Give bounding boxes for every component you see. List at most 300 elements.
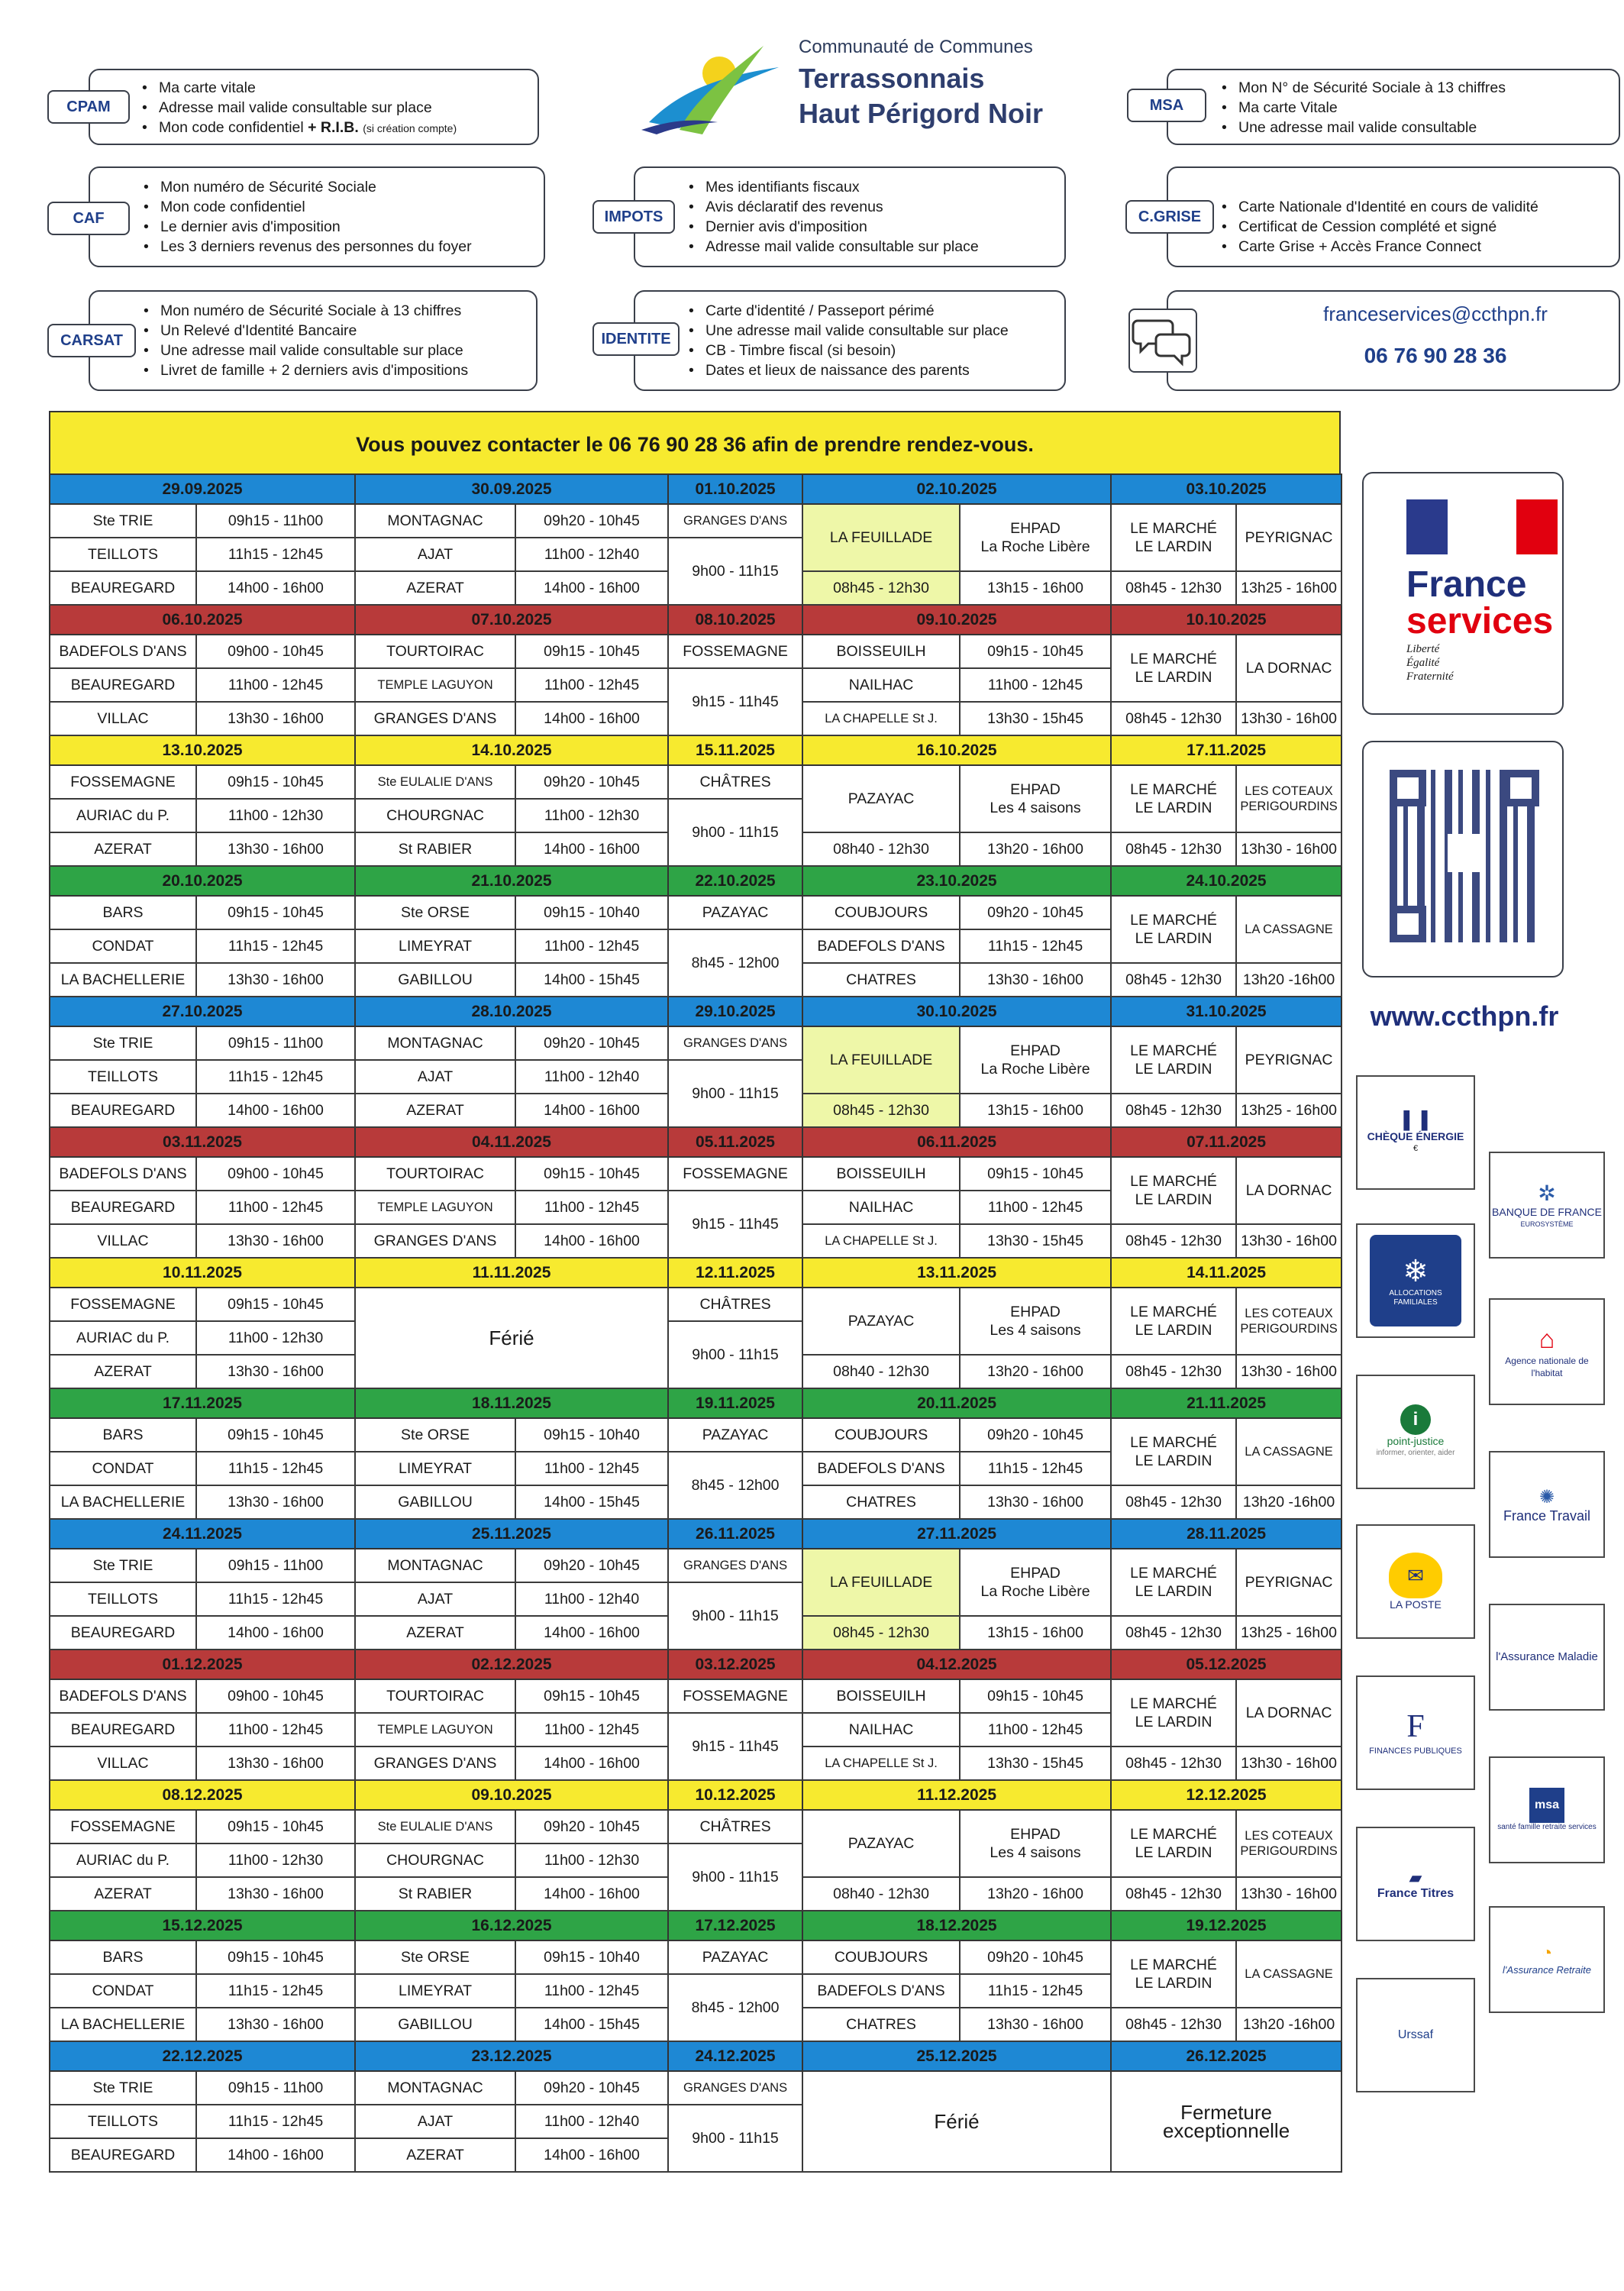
time-cell: 09h15 - 10h45: [515, 1157, 668, 1191]
place-cell: LE MARCHÉ LE LARDIN: [1111, 1418, 1236, 1485]
time-cell: 11h15 - 12h45: [196, 1582, 355, 1616]
time-cell: 11h00 - 12h40: [515, 2105, 668, 2138]
time-cell: 09h15 - 10h45: [515, 635, 668, 668]
urssaf-logo: [1356, 1978, 1475, 2092]
time-cell: 11h00 - 12h30: [196, 799, 355, 832]
week-header-row: [50, 735, 1341, 765]
france-travail-logo: [1489, 1451, 1605, 1558]
time-cell: 09h00 - 10h45: [196, 1679, 355, 1713]
place-cell: GRANGES D'ANS: [355, 1224, 515, 1258]
time-cell: 13h20 -16h00: [1236, 2008, 1341, 2041]
date-header: 07.10.2025: [355, 605, 668, 635]
place-cell: TOURTOIRAC: [355, 635, 515, 668]
time-cell: 09h15 - 11h00: [196, 1026, 355, 1060]
date-header: 09.10.2025: [355, 1780, 668, 1810]
closure-cell: Fermeture exceptionnelle: [1111, 2071, 1341, 2172]
date-header: 06.11.2025: [802, 1127, 1111, 1157]
time-cell: 09h00 - 10h45: [196, 1157, 355, 1191]
date-header: 20.10.2025: [50, 866, 355, 896]
time-cell: 11h15 - 12h45: [960, 929, 1111, 963]
time-cell: 13h30 - 16h00: [1236, 1355, 1341, 1388]
point-justice-label: point-justice: [1387, 1435, 1445, 1447]
date-header: 09.10.2025: [802, 605, 1111, 635]
place-cell: GRANGES D'ANS: [668, 1026, 802, 1060]
place-cell: CONDAT: [50, 929, 196, 963]
schedule-table: [49, 473, 1342, 2173]
time-cell: 09h15 - 11h00: [196, 2071, 355, 2105]
place-cell: PEYRIGNAC: [1236, 504, 1341, 571]
time-cell: 08h45 - 12h30: [1111, 1224, 1236, 1258]
place-cell: Ste ORSE: [355, 1940, 515, 1974]
place-cell: Ste TRIE: [50, 2071, 196, 2105]
identite-item: • Dates et lieux de naissance des parents: [689, 360, 1009, 380]
date-header: 28.10.2025: [355, 997, 668, 1026]
time-cell: 09h20 - 10h45: [960, 1940, 1111, 1974]
time-cell: 13h30 - 16h00: [196, 1485, 355, 1519]
brand-line1: Communauté de Communes: [799, 37, 1033, 57]
time-cell: 14h00 - 15h45: [515, 963, 668, 997]
date-header: 13.11.2025: [802, 1258, 1111, 1288]
date-header: 14.10.2025: [355, 735, 668, 765]
date-header: 22.12.2025: [50, 2041, 355, 2071]
date-header: 11.11.2025: [355, 1258, 668, 1288]
france-services-card: [1362, 472, 1564, 715]
assurance-maladie-label: l'Assurance Maladie: [1496, 1650, 1598, 1663]
time-cell: 13h30 - 16h00: [196, 1877, 355, 1911]
schedule-row: [50, 765, 1341, 799]
date-header: 05.12.2025: [1111, 1650, 1341, 1679]
time-cell: 09h20 - 10h45: [515, 765, 668, 799]
place-cell: BARS: [50, 896, 196, 929]
time-cell: 13h30 - 15h45: [960, 702, 1111, 735]
place-cell: LA BACHELLERIE: [50, 963, 196, 997]
time-cell: 11h00 - 12h40: [515, 538, 668, 571]
place-cell: CHOURGNAC: [355, 799, 515, 832]
place-cell: PAZAYAC: [668, 896, 802, 929]
place-cell: PAZAYAC: [802, 765, 960, 832]
identite-item: • CB - Timbre fiscal (si besoin): [689, 341, 1009, 360]
time-cell: 13h20 -16h00: [1236, 963, 1341, 997]
date-header: 10.12.2025: [668, 1780, 802, 1810]
place-cell: TEILLOTS: [50, 1060, 196, 1094]
time-cell: 9h00 - 11h15: [668, 1321, 802, 1388]
time-cell: 9h00 - 11h15: [668, 538, 802, 605]
time-cell: 11h00 - 12h45: [515, 1452, 668, 1485]
week-header-row: [50, 1127, 1341, 1157]
place-cell: GABILLOU: [355, 1485, 515, 1519]
time-cell: 13h30 - 16h00: [196, 2008, 355, 2041]
place-cell: Ste TRIE: [50, 504, 196, 538]
france-titres-label: France Titres: [1377, 1887, 1454, 1900]
place-cell: EHPAD La Roche Libère: [960, 504, 1111, 571]
place-cell: BEAUREGARD: [50, 571, 196, 605]
carsat-tag: CARSAT: [47, 324, 136, 357]
ccthpn-logo-icon: [634, 38, 786, 137]
place-cell: TOURTOIRAC: [355, 1679, 515, 1713]
impots-box: [634, 166, 1066, 267]
place-cell: BADEFOLS D'ANS: [802, 1452, 960, 1485]
impots-tag: IMPOTS: [592, 200, 675, 234]
date-header: 01.10.2025: [668, 474, 802, 504]
time-cell: 08h45 - 12h30: [1111, 1877, 1236, 1911]
identite-tag: IDENTITE: [592, 322, 680, 356]
place-cell: COUBJOURS: [802, 1940, 960, 1974]
time-cell: 09h15 - 10h45: [196, 1418, 355, 1452]
time-cell: 09h20 - 10h45: [515, 1549, 668, 1582]
time-cell: 11h00 - 12h40: [515, 1060, 668, 1094]
time-cell: 9h00 - 11h15: [668, 1843, 802, 1911]
schedule-row: [50, 635, 1341, 668]
time-cell: 11h15 - 12h45: [196, 929, 355, 963]
week-header-row: [50, 997, 1341, 1026]
place-cell: FOSSEMAGNE: [668, 1679, 802, 1713]
impots-item: • Adresse mail valide consultable sur place: [689, 237, 979, 257]
place-cell: LE MARCHÉ LE LARDIN: [1111, 896, 1236, 963]
time-cell: 08h45 - 12h30: [1111, 702, 1236, 735]
place-cell: LA BACHELLERIE: [50, 2008, 196, 2041]
place-cell: AURIAC du P.: [50, 799, 196, 832]
time-cell: 11h15 - 12h45: [196, 1060, 355, 1094]
caf-box: [89, 166, 545, 267]
time-cell: 13h30 - 15h45: [960, 1224, 1111, 1258]
time-cell: 13h30 - 16h00: [960, 1485, 1111, 1519]
la-poste-logo: [1356, 1524, 1475, 1639]
time-cell: 9h15 - 11h45: [668, 668, 802, 735]
date-header: 30.10.2025: [802, 997, 1111, 1026]
time-cell: 11h15 - 12h45: [960, 1974, 1111, 2008]
time-cell: 14h00 - 16h00: [196, 1094, 355, 1127]
time-cell: 8h45 - 12h00: [668, 1452, 802, 1519]
date-header: 28.11.2025: [1111, 1519, 1341, 1549]
place-cell: BEAUREGARD: [50, 668, 196, 702]
date-header: 26.12.2025: [1111, 2041, 1341, 2071]
place-cell: LE MARCHÉ LE LARDIN: [1111, 1810, 1236, 1877]
time-cell: 13h15 - 16h00: [960, 1094, 1111, 1127]
time-cell: 09h15 - 11h00: [196, 1549, 355, 1582]
time-cell: 09h15 - 10h45: [196, 1288, 355, 1321]
place-cell: LA FEUILLADE: [802, 1549, 960, 1616]
anah-label: Agence nationale de l'habitat: [1505, 1355, 1589, 1378]
place-cell: LE MARCHÉ LE LARDIN: [1111, 1288, 1236, 1355]
time-cell: 11h00 - 12h45: [960, 668, 1111, 702]
place-cell: FOSSEMAGNE: [50, 1288, 196, 1321]
place-cell: FOSSEMAGNE: [50, 765, 196, 799]
time-cell: 13h30 - 16h00: [1236, 1747, 1341, 1780]
place-cell: Ste ORSE: [355, 896, 515, 929]
place-cell: LES COTEAUX PERIGOURDINS: [1236, 765, 1341, 832]
msa-tag: MSA: [1127, 89, 1206, 122]
place-cell: TEILLOTS: [50, 2105, 196, 2138]
schedule-row: [50, 1157, 1341, 1191]
cpam-box: [89, 69, 539, 145]
schedule-row: [50, 2071, 1341, 2105]
brand-line2: Terrassonnais: [799, 63, 985, 94]
time-cell: 08h45 - 12h30: [1111, 1747, 1236, 1780]
schedule-row: [50, 896, 1341, 929]
time-cell: 13h30 - 16h00: [1236, 1877, 1341, 1911]
time-cell: 14h00 - 15h45: [515, 2008, 668, 2041]
time-cell: 11h00 - 12h45: [960, 1191, 1111, 1224]
place-cell: MONTAGNAC: [355, 1026, 515, 1060]
date-header: 03.11.2025: [50, 1127, 355, 1157]
place-cell: BARS: [50, 1940, 196, 1974]
place-cell: BEAUREGARD: [50, 1191, 196, 1224]
time-cell: 13h30 - 16h00: [196, 1224, 355, 1258]
place-cell: CHÂTRES: [668, 765, 802, 799]
date-header: 21.10.2025: [355, 866, 668, 896]
date-header: 17.11.2025: [50, 1388, 355, 1418]
time-cell: 14h00 - 16h00: [515, 702, 668, 735]
place-cell: Ste ORSE: [355, 1418, 515, 1452]
place-cell: AJAT: [355, 1060, 515, 1094]
place-cell: LES COTEAUX PERIGOURDINS: [1236, 1810, 1341, 1877]
place-cell: AJAT: [355, 2105, 515, 2138]
cheque-energie-icon: ▌▐: [1403, 1110, 1428, 1129]
place-cell: BADEFOLS D'ANS: [802, 1974, 960, 2008]
cgrise-box: [1167, 166, 1620, 267]
date-header: 03.12.2025: [668, 1650, 802, 1679]
date-header: 19.12.2025: [1111, 1911, 1341, 1940]
time-cell: 13h15 - 16h00: [960, 571, 1111, 605]
week-header-row: [50, 2041, 1341, 2071]
caf-item: • Mon code confidentiel: [144, 197, 472, 217]
time-cell: 08h45 - 12h30: [1111, 1485, 1236, 1519]
website-link[interactable]: www.ccthpn.fr: [1370, 1000, 1559, 1032]
email-link[interactable]: franceservices@ccthpn.fr: [1323, 302, 1548, 325]
time-cell: 08h45 - 12h30: [1111, 832, 1236, 866]
schedule-row: [50, 1679, 1341, 1713]
place-cell: BEAUREGARD: [50, 2138, 196, 2172]
place-cell: FOSSEMAGNE: [668, 635, 802, 668]
carsat-item: • Livret de famille + 2 derniers avis d'impositions: [144, 360, 468, 380]
place-cell: CHOURGNAC: [355, 1843, 515, 1877]
date-header: 19.11.2025: [668, 1388, 802, 1418]
date-header: 13.10.2025: [50, 735, 355, 765]
place-cell: CHATRES: [802, 1485, 960, 1519]
date-header: 01.12.2025: [50, 1650, 355, 1679]
time-cell: 8h45 - 12h00: [668, 929, 802, 997]
fs-motto3: Fraternité: [1406, 670, 1454, 683]
cpam-item: • Ma carte vitale: [142, 78, 457, 98]
date-header: 10.11.2025: [50, 1258, 355, 1288]
place-cell: LE MARCHÉ LE LARDIN: [1111, 1157, 1236, 1224]
date-header: 31.10.2025: [1111, 997, 1341, 1026]
time-cell: 13h30 - 16h00: [196, 702, 355, 735]
date-header: 29.09.2025: [50, 474, 355, 504]
place-cell: AZERAT: [355, 1616, 515, 1650]
time-cell: 11h00 - 12h45: [515, 668, 668, 702]
date-header: 21.11.2025: [1111, 1388, 1341, 1418]
france-titres-logo: [1356, 1827, 1475, 1941]
place-cell: TEILLOTS: [50, 1582, 196, 1616]
time-cell: 09h20 - 10h45: [960, 896, 1111, 929]
time-cell: 09h15 - 10h45: [196, 1940, 355, 1974]
week-header-row: [50, 1911, 1341, 1940]
place-cell: GRANGES D'ANS: [668, 504, 802, 538]
time-cell: 13h30 - 16h00: [1236, 1224, 1341, 1258]
place-cell: LE MARCHÉ LE LARDIN: [1111, 1549, 1236, 1616]
time-cell: 11h15 - 12h45: [196, 1452, 355, 1485]
place-cell: BOISSEUILH: [802, 635, 960, 668]
point-justice-logo: [1356, 1375, 1475, 1489]
time-cell: 14h00 - 16h00: [196, 2138, 355, 2172]
schedule-row: [50, 1288, 1341, 1321]
date-header: 10.10.2025: [1111, 605, 1341, 635]
time-cell: 09h15 - 11h00: [196, 504, 355, 538]
place-cell: EHPAD Les 4 saisons: [960, 1810, 1111, 1877]
time-cell: 08h45 - 12h30: [802, 1094, 960, 1127]
time-cell: 11h15 - 12h45: [196, 2105, 355, 2138]
time-cell: 08h45 - 12h30: [802, 1616, 960, 1650]
time-cell: 13h20 - 16h00: [960, 832, 1111, 866]
caf-flower-icon: ❄: [1403, 1255, 1429, 1288]
schedule-row: [50, 1549, 1341, 1582]
time-cell: 9h00 - 11h15: [668, 2105, 802, 2172]
week-header-row: [50, 474, 1341, 504]
place-cell: BARS: [50, 1418, 196, 1452]
place-cell: AJAT: [355, 1582, 515, 1616]
la-poste-label: LA POSTE: [1390, 1598, 1442, 1611]
place-cell: MONTAGNAC: [355, 504, 515, 538]
date-header: 14.11.2025: [1111, 1258, 1341, 1288]
finances-f-icon: F: [1406, 1709, 1425, 1744]
identite-item: • Carte d'identité / Passeport périmé: [689, 301, 1009, 321]
place-cell: LA CASSAGNE: [1236, 1940, 1341, 2008]
time-cell: 9h00 - 11h15: [668, 1060, 802, 1127]
phone-number[interactable]: 06 76 90 28 36: [1364, 344, 1507, 367]
time-cell: 09h15 - 10h45: [196, 765, 355, 799]
place-cell: GRANGES D'ANS: [355, 1747, 515, 1780]
msa-mark-icon: msa: [1529, 1788, 1564, 1823]
time-cell: 11h15 - 12h45: [196, 1974, 355, 2008]
date-header: 16.10.2025: [802, 735, 1111, 765]
date-header: 04.11.2025: [355, 1127, 668, 1157]
place-cell: LA DORNAC: [1236, 635, 1341, 702]
place-cell: BOISSEUILH: [802, 1679, 960, 1713]
date-header: 08.10.2025: [668, 605, 802, 635]
time-cell: 11h00 - 12h45: [196, 668, 355, 702]
cpam-item: • Adresse mail valide consultable sur place: [142, 98, 457, 118]
week-header-row: [50, 1650, 1341, 1679]
time-cell: 09h15 - 10h45: [960, 635, 1111, 668]
banque-sub: EUROSYSTÈME: [1520, 1220, 1574, 1228]
place-cell: AURIAC du P.: [50, 1321, 196, 1355]
time-cell: 09h20 - 10h45: [515, 1026, 668, 1060]
time-cell: 13h30 - 16h00: [1236, 832, 1341, 866]
cpam-item: • Mon code confidentiel + R.I.B. (si création compte): [142, 118, 457, 138]
date-header: 05.11.2025: [668, 1127, 802, 1157]
ccthpn-logo: [634, 38, 786, 137]
place-cell: Ste TRIE: [50, 1026, 196, 1060]
time-cell: 11h15 - 12h45: [196, 538, 355, 571]
place-cell: GABILLOU: [355, 963, 515, 997]
date-header: 18.11.2025: [355, 1388, 668, 1418]
france-titres-icon: ▰: [1409, 1868, 1422, 1887]
anah-logo: [1489, 1298, 1605, 1405]
place-cell: EHPAD La Roche Libère: [960, 1549, 1111, 1616]
time-cell: 14h00 - 16h00: [515, 1094, 668, 1127]
assurance-retraite-label: l'Assurance Retraite: [1503, 1964, 1591, 1976]
schedule-row: [50, 1026, 1341, 1060]
time-cell: 09h15 - 10h45: [196, 1810, 355, 1843]
place-cell: FOSSEMAGNE: [668, 1157, 802, 1191]
place-cell: MONTAGNAC: [355, 2071, 515, 2105]
date-header: 24.10.2025: [1111, 866, 1341, 896]
place-cell: LA DORNAC: [1236, 1679, 1341, 1747]
time-cell: 13h15 - 16h00: [960, 1616, 1111, 1650]
place-cell: BOISSEUILH: [802, 1157, 960, 1191]
date-header: 27.11.2025: [802, 1519, 1111, 1549]
place-cell: TOURTOIRAC: [355, 1157, 515, 1191]
week-header-row: [50, 1780, 1341, 1810]
time-cell: 14h00 - 16h00: [515, 1877, 668, 1911]
qr-code-icon[interactable]: [1390, 770, 1539, 942]
anah-house-icon: ⌂: [1538, 1324, 1555, 1354]
place-cell: CONDAT: [50, 1974, 196, 2008]
msa-item: • Ma carte Vitale: [1222, 98, 1506, 118]
cgrise-tag: C.GRISE: [1125, 200, 1214, 234]
place-cell: COUBJOURS: [802, 896, 960, 929]
banque-de-france-logo: [1489, 1152, 1605, 1259]
place-cell: LA CASSAGNE: [1236, 1418, 1341, 1485]
week-header-row: [50, 1258, 1341, 1288]
week-header-row: [50, 866, 1341, 896]
france-travail-label: France Travail: [1503, 1507, 1591, 1524]
place-cell: PEYRIGNAC: [1236, 1549, 1341, 1616]
place-cell: EHPAD La Roche Libère: [960, 1026, 1111, 1094]
date-header: 24.11.2025: [50, 1519, 355, 1549]
date-header: 23.12.2025: [355, 2041, 668, 2071]
date-header: 17.11.2025: [1111, 735, 1341, 765]
date-header: 18.12.2025: [802, 1911, 1111, 1940]
time-cell: 11h00 - 12h40: [515, 1582, 668, 1616]
cgrise-item: • Carte Grise + Accès France Connect: [1222, 237, 1538, 257]
schedule-row: [50, 1940, 1341, 1974]
place-cell: Ste EULALIE D'ANS: [355, 1810, 515, 1843]
time-cell: 13h30 - 16h00: [196, 963, 355, 997]
france-travail-icon: ✺: [1538, 1486, 1555, 1507]
time-cell: 13h20 - 16h00: [960, 1355, 1111, 1388]
cpam-tag: CPAM: [47, 90, 130, 124]
place-cell: Ste EULALIE D'ANS: [355, 765, 515, 799]
time-cell: 13h30 - 16h00: [960, 2008, 1111, 2041]
schedule-row: [50, 1810, 1341, 1843]
date-header: 15.12.2025: [50, 1911, 355, 1940]
date-header: 15.11.2025: [668, 735, 802, 765]
cheque-energie-mark: €: [1413, 1144, 1419, 1153]
brand-line3: Haut Périgord Noir: [799, 98, 1044, 129]
time-cell: 13h25 - 16h00: [1236, 1616, 1341, 1650]
time-cell: 11h00 - 12h45: [515, 1974, 668, 2008]
time-cell: 08h45 - 12h30: [1111, 963, 1236, 997]
place-cell: CONDAT: [50, 1452, 196, 1485]
time-cell: 14h00 - 16h00: [515, 1616, 668, 1650]
time-cell: 13h30 - 16h00: [196, 1747, 355, 1780]
date-header: 02.12.2025: [355, 1650, 668, 1679]
place-cell: St RABIER: [355, 832, 515, 866]
date-header: 23.10.2025: [802, 866, 1111, 896]
carsat-item: • Une adresse mail valide consultable sur place: [144, 341, 468, 360]
place-cell: LE MARCHÉ LE LARDIN: [1111, 1679, 1236, 1747]
time-cell: 08h40 - 12h30: [802, 832, 960, 866]
place-cell: EHPAD Les 4 saisons: [960, 1288, 1111, 1355]
time-cell: 13h30 - 15h45: [960, 1747, 1111, 1780]
assurance-retraite-logo: [1489, 1906, 1605, 2013]
place-cell: AZERAT: [50, 1355, 196, 1388]
holiday-cell: Férié: [355, 1288, 668, 1388]
date-header: 17.12.2025: [668, 1911, 802, 1940]
place-cell: AZERAT: [355, 1094, 515, 1127]
